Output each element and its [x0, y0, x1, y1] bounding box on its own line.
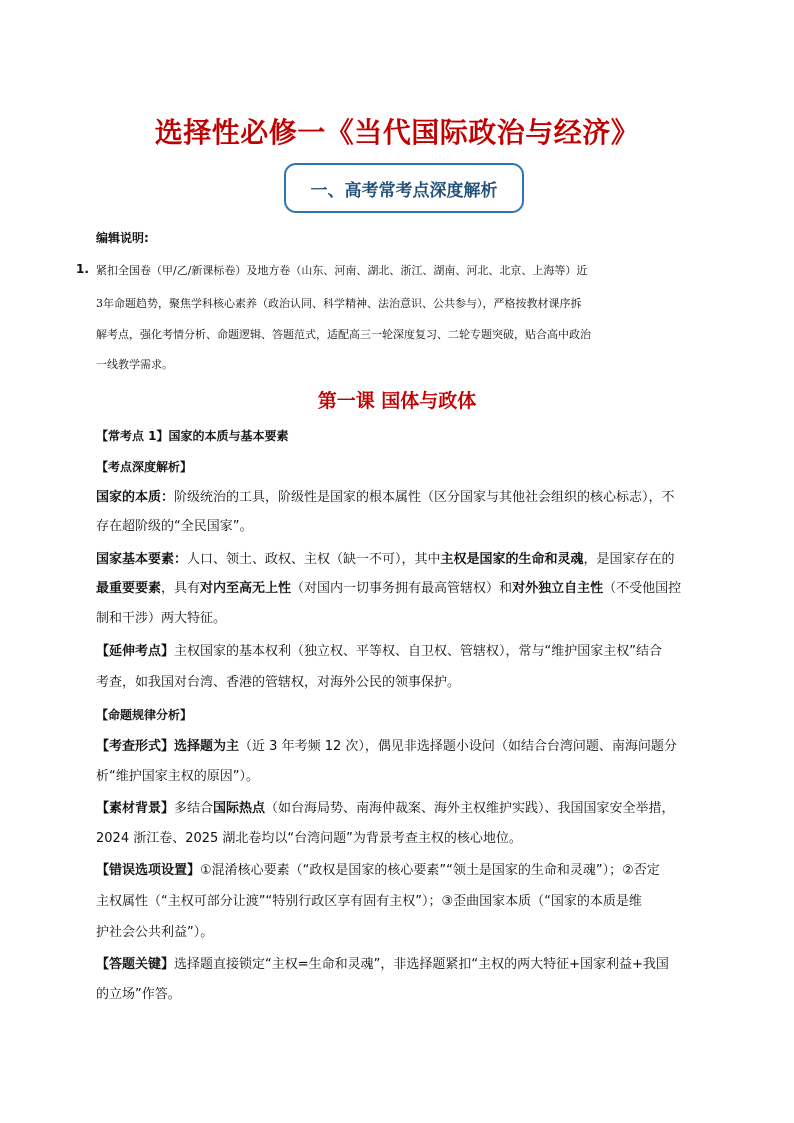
paragraph-label: 【素材背景】 — [96, 801, 175, 816]
paragraph-line: 主权属性（“主权可部分让渡”“特别行政区享有固有主权”）；③歪曲国家本质（“国家的本质是维 — [96, 894, 642, 909]
paragraph-label: 【错误选项设置】 — [96, 863, 201, 878]
emphasis-text: 最重要要素 — [96, 581, 162, 596]
emphasis-text: 国际热点 — [213, 801, 266, 816]
analysis-heading: 【考点深度解析】 — [96, 460, 193, 474]
emphasis-text: 对外独立自主性 — [512, 581, 604, 596]
paragraph-text: ，是国家存在的 — [583, 552, 675, 567]
note-line: 一线教学需求。 — [96, 358, 173, 371]
lesson-title: 第一课 国体与政体 — [317, 390, 477, 412]
emphasis-text: 对内至高无上性 — [200, 581, 292, 596]
key-point-heading: 【常考点 1】国家的本质与基本要素 — [96, 429, 289, 443]
paragraph-line: 护社会公共利益”）。 — [96, 925, 214, 940]
emphasis-text: 主权是国家的生命和灵魂 — [440, 552, 584, 567]
note-line: 紧扣全国卷（甲/乙/新课标卷）及地方卷（山东、河南、湖北、浙江、湖南、河北、北京、上海等）近 — [96, 264, 588, 277]
paragraph-text: 多结合 — [174, 801, 214, 816]
material-background-paragraph — [96, 800, 675, 818]
paragraph-text: ①混淆核心要素（“政权是国家的核心要素”“领土是国家的生命和灵魂”）；②否定 — [200, 863, 660, 878]
paragraph-text: （对国内一切事务拥有最高管辖权）和 — [291, 581, 513, 596]
paragraph-text: （不受他国控 — [603, 581, 682, 596]
paragraph-label: 国家基本要素： — [96, 552, 188, 567]
paragraph-text: （近 3 年考频 12 次），偶见非选择题小设问（如结合台湾问题、南海问题分 — [239, 739, 677, 754]
note-line: 3年命题趋势，聚焦学科核心素养（政治认同、科学精神、法治意识、公共参与），严格按教材课序拆 — [96, 297, 582, 310]
paragraph-text: 阶级统治的工具，阶级性是国家的根本属性（区分国家与其他社会组织的核心标志），不 — [174, 490, 675, 505]
exam-form-paragraph — [96, 738, 677, 756]
rule-analysis-heading: 【命题规律分析】 — [96, 708, 193, 722]
editor-note-label: 编辑说明: — [96, 231, 149, 245]
wrong-option-paragraph — [96, 862, 660, 880]
paragraph-line: 存在超阶级的“全民国家”。 — [96, 519, 253, 534]
paragraph-line: 2024 浙江卷、2025 湖北卷均以“台湾问题”为背景考查主权的核心地位。 — [96, 831, 522, 846]
section-heading-box — [284, 163, 524, 213]
paragraph-label: 【延伸考点】 — [96, 644, 175, 659]
paragraph-text: （如台海局势、南海仲裁案、海外主权维护实践）、我国国家安全举措， — [265, 801, 675, 816]
paragraph-line: 制和干涉）两大特征。 — [96, 611, 227, 626]
paragraph-line: 的立场”作答。 — [96, 987, 181, 1002]
paragraph-line — [96, 580, 681, 598]
emphasis-text: 选择题为主 — [174, 739, 240, 754]
paragraph-text: 选择题直接锁定“主权=生命和灵魂”，非选择题紧扣“主权的两大特征+国家利益+我国 — [174, 957, 669, 972]
paragraph-text: 人口、领土、政权、主权（缺一不可），其中 — [187, 552, 441, 567]
paragraph-label: 国家的本质： — [96, 490, 175, 505]
document-title: 选择性必修一《当代国际政治与经济》 — [154, 116, 640, 149]
note-number: 1. — [76, 262, 89, 276]
paragraph-nature — [96, 489, 675, 507]
paragraph-label: 【考查形式】 — [96, 739, 175, 754]
answer-key-paragraph — [96, 956, 669, 974]
paragraph-label: 【答题关键】 — [96, 957, 175, 972]
paragraph-text: ，具有 — [161, 581, 201, 596]
extension-paragraph — [96, 643, 662, 661]
paragraph-elements — [96, 551, 675, 569]
paragraph-text: 主权国家的基本权利（独立权、平等权、自卫权、管辖权），常与“维护国家主权”结合 — [174, 644, 662, 659]
note-line: 解考点，强化考情分析、命题逻辑、答题范式，适配高三一轮深度复习、二轮专题突破，贴合高中政治 — [96, 328, 591, 341]
paragraph-line: 考查，如我国对台湾、香港的管辖权，对海外公民的领事保护。 — [96, 675, 461, 690]
paragraph-line: 析“维护国家主权的原因”）。 — [96, 769, 259, 784]
section-heading: 一、高考常考点深度解析 — [310, 180, 498, 201]
